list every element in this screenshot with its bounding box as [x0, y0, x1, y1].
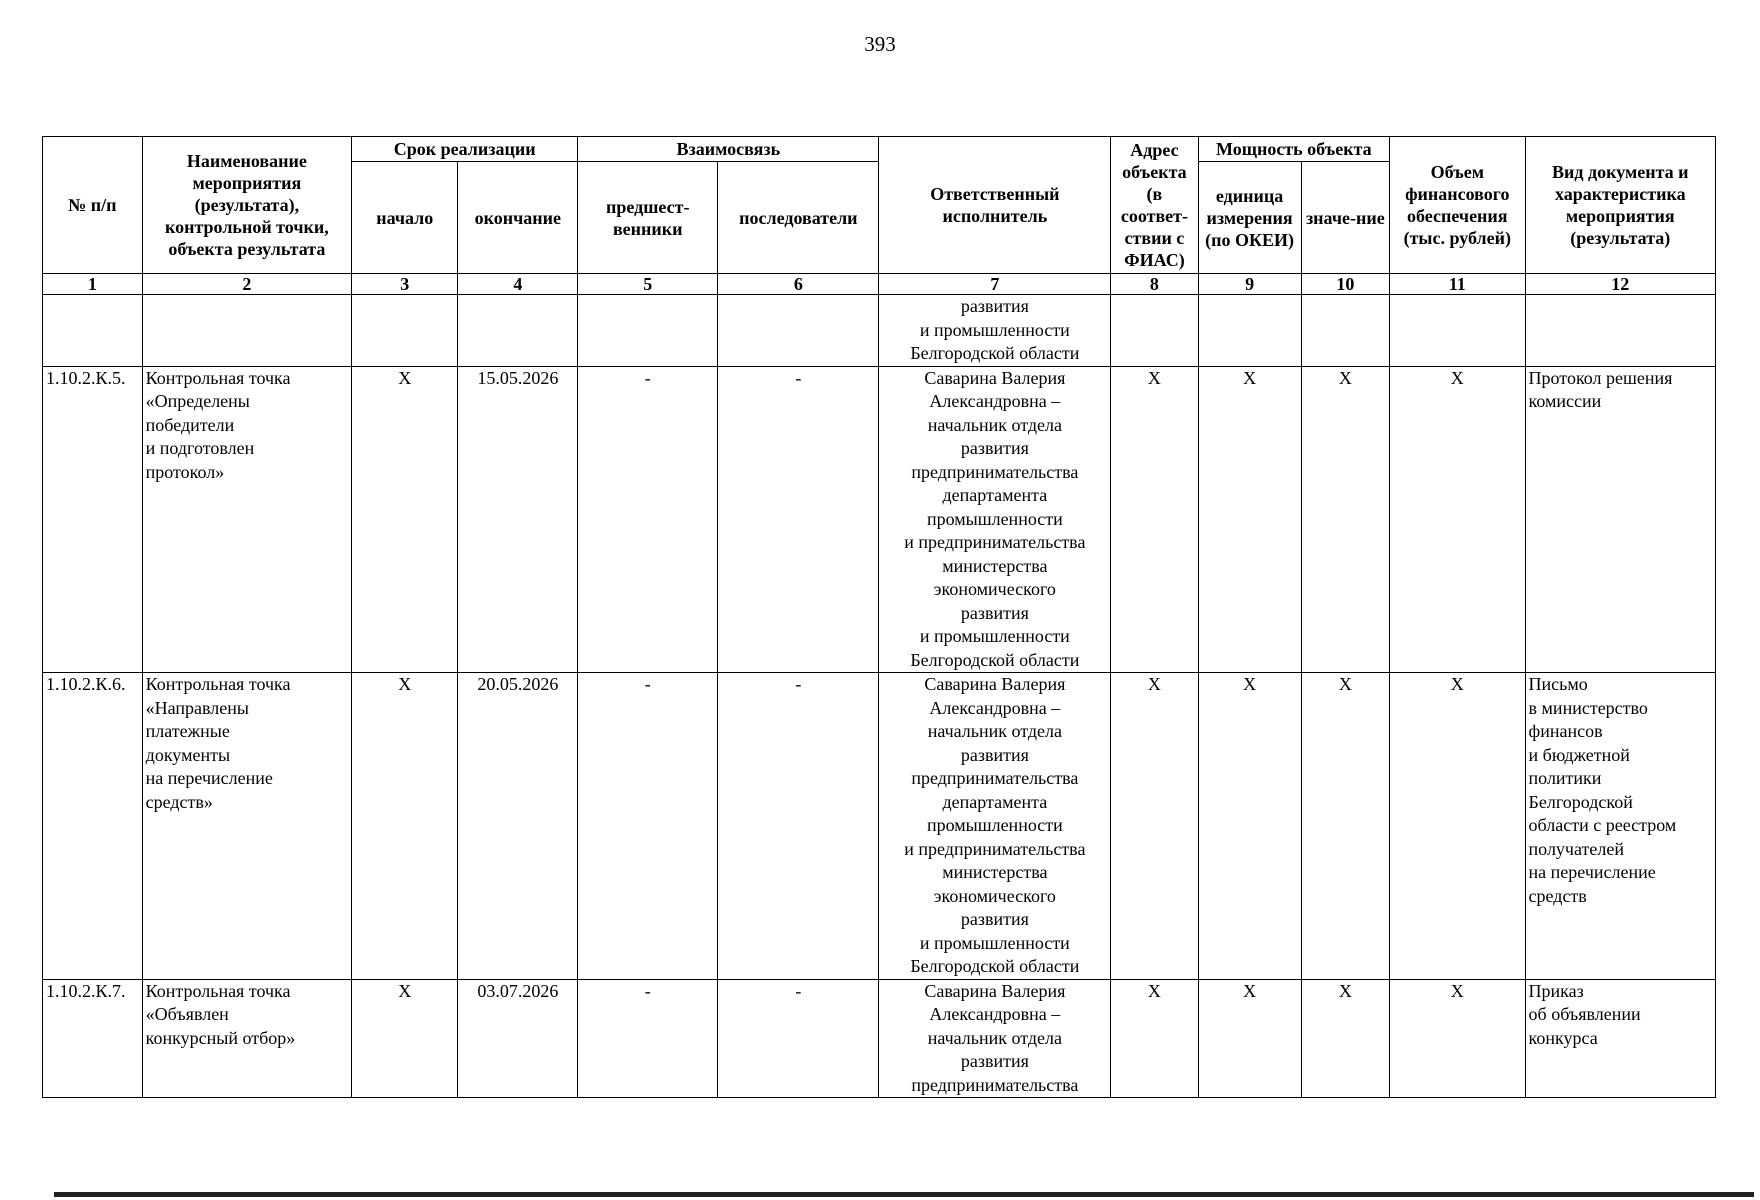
column-number: 12 [1525, 274, 1715, 295]
text-line: об объявлении [1528, 1004, 1641, 1024]
text-line: Белгородской области [910, 956, 1080, 976]
header-value: значе-ние [1301, 162, 1389, 274]
plan-table [42, 136, 1716, 1098]
text-line: Контрольная точка [145, 980, 291, 1001]
text-line: документы [145, 744, 231, 765]
cell-id: 1.10.2.К.5. [43, 366, 143, 673]
cell-end: 15.05.2026 [458, 366, 578, 673]
column-number: 5 [578, 274, 718, 295]
cell-empty [1198, 295, 1301, 367]
cell-name [142, 366, 351, 673]
cell-funding: Х [1390, 673, 1525, 980]
text-line: конкурсный отбор» [145, 1027, 296, 1048]
text-line: Александровна – [929, 1004, 1061, 1024]
text-line: Саварина Валерия [924, 367, 1066, 388]
header-successors: последователи [718, 162, 879, 274]
column-number: 7 [879, 274, 1111, 295]
cell-start: Х [352, 366, 458, 673]
cell-unit: Х [1198, 673, 1301, 980]
column-number: 2 [142, 274, 351, 295]
cell-executor [879, 295, 1111, 367]
header-funding: Объем финансового обеспечения (тыс. рублей) [1390, 137, 1525, 274]
text-line: «Определены [145, 391, 250, 411]
column-number: 1 [43, 274, 143, 295]
cell-address: Х [1111, 979, 1198, 1098]
cell-address: Х [1111, 366, 1198, 673]
text-line: Контрольная точка [145, 367, 291, 388]
cell-unit: Х [1198, 366, 1301, 673]
text-line: Саварина Валерия [924, 674, 1066, 694]
column-number-row [43, 274, 1716, 295]
text-line: департамента [942, 791, 1048, 812]
text-line: развития [960, 744, 1029, 765]
continuation-row [43, 295, 1716, 367]
cell-empty [142, 295, 351, 367]
cell-end: 03.07.2026 [458, 979, 578, 1098]
header-link-group: Взаимосвязь [578, 137, 879, 162]
header-name: Наименование мероприятия (результата), контрольной точки, объекта результата [142, 137, 351, 274]
table-row [43, 979, 1716, 1098]
column-number: 8 [1111, 274, 1198, 295]
text-line: средств» [145, 791, 213, 812]
text-line: Белгородской [1528, 791, 1633, 812]
column-number: 3 [352, 274, 458, 295]
text-line: в министерство [1528, 697, 1648, 718]
column-number: 9 [1198, 274, 1301, 295]
text-line: Саварина Валерия [924, 980, 1066, 1001]
text-line: и предпринимательства [904, 838, 1086, 859]
text-line: Александровна – [929, 697, 1061, 718]
page-number: 393 [864, 32, 896, 56]
header-predecessors: предшест-венники [578, 162, 718, 274]
cell-id: 1.10.2.К.6. [43, 673, 143, 980]
text-line: «Объявлен [145, 1004, 229, 1024]
text-line: комиссии [1528, 391, 1602, 411]
cell-doc [1525, 673, 1715, 980]
text-line: Белгородской области [910, 343, 1080, 363]
cell-value: Х [1301, 979, 1389, 1098]
text-line: протокол» [145, 461, 225, 482]
cell-successors: - [718, 673, 879, 980]
cell-executor [879, 979, 1111, 1098]
text-line: министерства [942, 862, 1048, 882]
text-line: Письмо [1528, 674, 1588, 694]
cell-empty [1390, 295, 1525, 367]
header-capacity-group: Мощность объекта [1198, 137, 1389, 162]
cell-predecessors: - [578, 366, 718, 673]
text-line: развития [960, 438, 1029, 458]
cell-empty [1301, 295, 1389, 367]
text-line: развития [960, 1051, 1029, 1071]
header-address: Адрес объекта (в соответ-ствии с ФИАС) [1111, 137, 1198, 274]
cell-name [142, 673, 351, 980]
text-line: «Направлены [145, 697, 249, 718]
text-line: экономического [933, 885, 1056, 906]
cell-empty [1525, 295, 1715, 367]
table-row [43, 366, 1716, 673]
cell-end: 20.05.2026 [458, 673, 578, 980]
text-line: Приказ [1528, 980, 1584, 1001]
cell-empty [578, 295, 718, 367]
cell-empty [458, 295, 578, 367]
cell-value: Х [1301, 366, 1389, 673]
header-no: № п/п [43, 137, 143, 274]
bottom-rule [54, 1192, 1754, 1197]
text-line: Протокол решения [1528, 367, 1673, 388]
table-body [43, 295, 1716, 1098]
cell-executor [879, 673, 1111, 980]
text-line: предпринимательства [911, 1074, 1079, 1095]
text-line: промышленности [926, 815, 1063, 835]
text-line: развития [960, 296, 1029, 316]
text-line: и промышленности [919, 626, 1070, 646]
text-line: начальник отдела [927, 414, 1063, 435]
cell-start: Х [352, 673, 458, 980]
text-line: и промышленности [919, 319, 1070, 340]
column-number: 11 [1390, 274, 1525, 295]
header-unit: единица измерения (по ОКЕИ) [1198, 162, 1301, 274]
text-line: на перечисление [145, 768, 273, 788]
column-number: 6 [718, 274, 879, 295]
header-row-1 [43, 137, 1716, 162]
text-line: и бюджетной [1528, 744, 1630, 765]
text-line: на перечисление [1528, 862, 1656, 882]
text-line: начальник отдела [927, 721, 1063, 741]
text-line: получателей [1528, 838, 1624, 859]
text-line: предпринимательства [911, 768, 1079, 788]
column-number: 10 [1301, 274, 1389, 295]
text-line: области с реестром [1528, 815, 1677, 835]
text-line: средств [1528, 885, 1587, 906]
text-line: Контрольная точка [145, 674, 291, 694]
text-line: политики [1528, 768, 1602, 788]
text-line: конкурса [1528, 1027, 1598, 1048]
cell-executor [879, 366, 1111, 673]
text-line: Александровна – [929, 391, 1061, 411]
cell-empty [718, 295, 879, 367]
header-executor: Ответственный исполнитель [879, 137, 1111, 274]
cell-name [142, 979, 351, 1098]
cell-doc [1525, 366, 1715, 673]
text-line: развития [960, 602, 1029, 623]
cell-successors: - [718, 979, 879, 1098]
cell-predecessors: - [578, 673, 718, 980]
cell-doc [1525, 979, 1715, 1098]
text-line: министерства [942, 555, 1048, 576]
text-line: платежные [145, 721, 230, 741]
cell-value: Х [1301, 673, 1389, 980]
text-line: промышленности [926, 508, 1063, 529]
text-line: и предпринимательства [904, 532, 1086, 552]
cell-address: Х [1111, 673, 1198, 980]
text-line: начальник отдела [927, 1027, 1063, 1048]
cell-empty [43, 295, 143, 367]
text-line: и промышленности [919, 932, 1070, 953]
cell-empty [352, 295, 458, 367]
cell-empty [1111, 295, 1198, 367]
cell-start: Х [352, 979, 458, 1098]
text-line: Белгородской области [910, 649, 1080, 670]
text-line: финансов [1528, 721, 1603, 741]
cell-predecessors: - [578, 979, 718, 1098]
column-number: 4 [458, 274, 578, 295]
text-line: победители [145, 414, 235, 435]
table-row [43, 673, 1716, 980]
text-line: развития [960, 909, 1029, 929]
text-line: предпринимательства [911, 461, 1079, 482]
header-term-group: Срок реализации [352, 137, 578, 162]
text-line: департамента [942, 485, 1048, 505]
cell-unit: Х [1198, 979, 1301, 1098]
cell-funding: Х [1390, 979, 1525, 1098]
text-line: экономического [933, 579, 1056, 599]
cell-successors: - [718, 366, 879, 673]
header-end: окончание [458, 162, 578, 274]
cell-id: 1.10.2.К.7. [43, 979, 143, 1098]
header-start: начало [352, 162, 458, 274]
text-line: и подготовлен [145, 438, 255, 458]
cell-funding: Х [1390, 366, 1525, 673]
header-doc: Вид документа и характеристика мероприятия (результата) [1525, 137, 1715, 274]
